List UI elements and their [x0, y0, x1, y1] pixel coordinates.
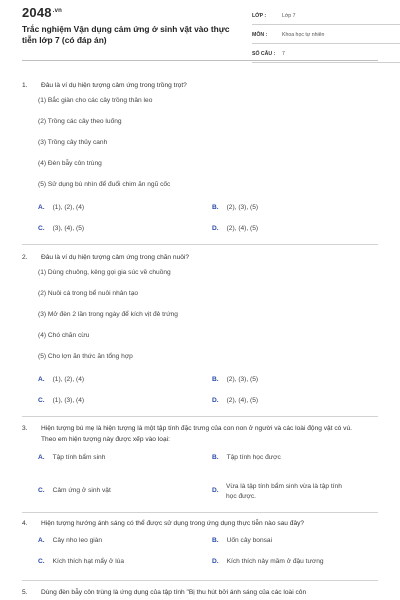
answer-row [22, 397, 378, 407]
answer-option-b[interactable]: B. (2), (3), (5) [212, 376, 259, 383]
meta-row-count [252, 48, 400, 63]
question-divider [22, 580, 378, 581]
answer-option-d[interactable]: D. (2), (4), (5) [212, 397, 259, 404]
statement-item: (2) Nuôi cá trong bể nuôi nhân tạo [38, 290, 139, 297]
question-text: 4. Hiện tượng hướng ánh sáng có thể được sử dụng trong ứng dụng thực tiễn nào sau đây? [22, 520, 305, 527]
answer-option-d-letter[interactable]: D. [212, 487, 219, 494]
question-divider [22, 416, 378, 417]
statement-item: (4) Chó chăn cừu [38, 332, 90, 339]
site-logo[interactable] [22, 5, 62, 20]
answer-option-a[interactable]: A. (1), (2), (4) [38, 204, 85, 211]
meta-row-grade [252, 10, 400, 25]
answer-row [22, 204, 378, 214]
question-text-line: Hiện tượng bú mẹ là hiện tượng là một tập tính đặc trưng của con non ở người và các loài động vật có vú. [41, 425, 352, 432]
logo-text: 2048 [22, 5, 52, 20]
answer-row [22, 225, 378, 235]
answer-option-c[interactable]: C. (1), (3), (4) [38, 397, 85, 404]
question-3 [22, 423, 378, 504]
meta-value: Lớp 7 [282, 13, 296, 19]
answer-row [22, 537, 378, 547]
question-number: 5. [22, 589, 28, 596]
question-number: 2. [22, 254, 28, 261]
statement-item: (1) Dùng chuông, kẻng gọi gia súc về chuồng [38, 269, 171, 276]
question-text: 2. Đâu là ví dụ hiện tượng cảm ứng trong chăn nuôi? [22, 254, 190, 261]
answer-option-b[interactable]: B. (2), (3), (5) [212, 204, 259, 211]
statement-item: (2) Trồng các cây theo luống [38, 118, 122, 125]
meta-value: 7 [282, 51, 285, 57]
statement-item: (3) Mở đèn 2 lần trong ngày để kích vịt đẻ trứng [38, 311, 178, 318]
question-5 [22, 587, 378, 598]
statement-item: (1) Bắc giàn cho các cây trồng thân leo [38, 97, 153, 104]
logo-tld: .vn [52, 8, 63, 14]
answer-option-a[interactable]: A. Tập tính bẩm sinh [38, 454, 106, 461]
statement-item: (3) Trồng cây thủy canh [38, 139, 108, 146]
question-number: 1. [22, 82, 28, 89]
answer-option-d[interactable]: D. (2), (4), (5) [212, 225, 259, 232]
answer-row [22, 482, 378, 504]
document-header [22, 0, 378, 61]
answer-option-c[interactable]: C. Cảm ứng ở sinh vật [38, 487, 111, 494]
question-1 [22, 80, 378, 235]
question-text: 5. Dùng đèn bẫy côn trùng là ứng dụng của tập tính "Bị thu hút bởi ánh sáng của các loài côn [22, 589, 307, 596]
question-divider [22, 512, 378, 513]
answer-option-d[interactable]: D. Kích thích nảy mầm ở đậu tương [212, 558, 324, 565]
question-number: 4. [22, 520, 28, 527]
meta-table [252, 10, 400, 67]
question-text-line: Theo em hiện tượng này được xếp vào loại: [41, 436, 170, 443]
answer-option-a[interactable]: A. (1), (2), (4) [38, 376, 85, 383]
answer-option-a[interactable]: A. Cây nho leo giàn [38, 537, 103, 544]
answer-option-b[interactable]: B. Uốn cây bonsai [212, 537, 273, 544]
answer-option-c[interactable]: C. Kích thích hạt mẩy ở lúa [38, 558, 124, 565]
question-text [22, 423, 378, 445]
question-2 [22, 252, 378, 407]
meta-key: MÔN : [252, 32, 268, 38]
meta-key: SỐ CÂU : [252, 51, 276, 57]
meta-row-subject [252, 29, 400, 44]
statement-item: (5) Cho lợn ăn thức ăn tổng hợp [38, 353, 133, 360]
question-divider [22, 244, 378, 245]
question-4 [22, 518, 378, 568]
statement-item: (4) Đèn bẫy côn trùng [38, 160, 102, 167]
statement-item: (5) Sử dụng bù nhìn để đuổi chim ăn ngũ cốc [38, 181, 171, 188]
question-text: 1. Đâu là ví dụ hiện tượng cảm ứng trong trồng trọt? [22, 82, 187, 89]
answer-option-b[interactable]: B. Tập tính học được [212, 454, 281, 461]
meta-value: Khoa học tự nhiên [282, 32, 325, 38]
answer-row [22, 376, 378, 386]
answer-option-d[interactable]: Vừa là tập tính bẩm sinh vừa là tập tính học được. [226, 483, 342, 500]
answer-option-c[interactable]: C. (3), (4), (5) [38, 225, 85, 232]
page-title: Trắc nghiệm Vận dụng cảm ứng ở sinh vật vào thực tiễn lớp 7 (có đáp án) [22, 24, 230, 45]
answer-row [22, 454, 378, 464]
question-number: 3. [22, 425, 28, 432]
meta-key: LỚP : [252, 13, 267, 19]
answer-row [22, 558, 378, 568]
